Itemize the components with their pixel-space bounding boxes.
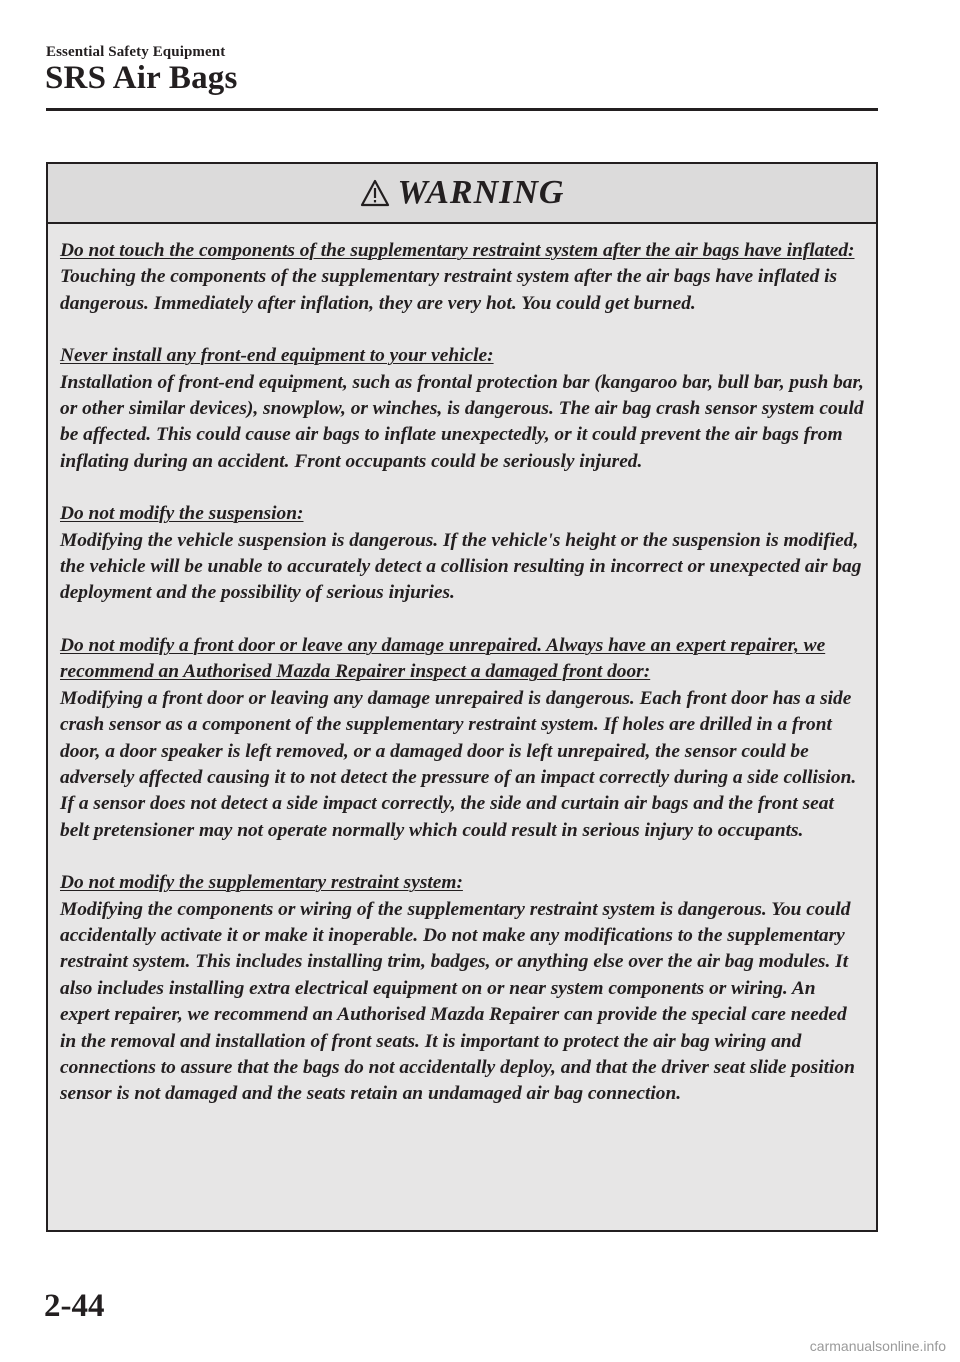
warning-item-heading: Do not modify the supplementary restraint system: bbox=[60, 872, 463, 894]
warning-item-text: Touching the components of the supplementary restraint system after the air bags have inflated is dangerous. Immediately after inflation, they are very hot. You could get burned. bbox=[60, 266, 838, 314]
warning-item-text: Modifying the components or wiring of the supplementary restraint system is dangerous. You could accidentally activate it or make it inoperable. Do not make any modifications to the supplementary restraint system. This includes installing trim, badges, or anything else over the air bag modules. It also includes installing extra electrical equipment on or near system components or wiring. An expert repairer, we recommend an Authorised Mazda Repairer can provide the special care needed in the removal and installation of front seats. It is important to protect the air bag wiring and connections to assure that the bags do not accidentally deploy, and that the driver seat slide position sensor is not damaged and the seats retain an undamaged air bag connection. bbox=[60, 898, 855, 1105]
warning-item-heading: Do not modify a front door or leave any damage unrepaired. Always have an expert repairer, we recommend an Authorised Mazda Repairer inspect a damaged front door: bbox=[60, 634, 826, 683]
warning-item-text: Modifying the vehicle suspension is dangerous. If the vehicle's height or the suspension is modified, the vehicle will be unable to accurately detect a collision resulting in incorrect or unexpected air bag deployment and the possibility of serious injuries. bbox=[60, 529, 862, 604]
warning-item bbox=[60, 343, 866, 475]
warning-item-heading: Do not modify the suspension: bbox=[60, 503, 304, 525]
warning-title: WARNING bbox=[397, 174, 565, 211]
warning-triangle-icon bbox=[360, 179, 390, 207]
warning-header bbox=[48, 164, 876, 224]
warning-item-heading: Do not touch the components of the supplementary restraint system after the air bags have inflated: bbox=[60, 240, 855, 261]
warning-item bbox=[60, 633, 866, 844]
warning-item bbox=[60, 870, 866, 1108]
warning-item-text: Modifying a front door or leaving any damage unrepaired is dangerous. Each front door has a side crash sensor as a component of the supplementary restraint system. If holes are drilled in a front door, a door speaker is left removed, or a damaged door is left unrepaired, the sensor could be adversely affected causing it to not detect the pressure of an impact correctly during a side collision. If a sensor does not detect a side impact correctly, the side and curtain air bags and the front seat belt pretensioner may not operate normally which could result in serious injury to occupants. bbox=[60, 687, 857, 841]
warning-body bbox=[48, 224, 876, 1108]
warning-item bbox=[60, 501, 866, 607]
warning-item-text: Installation of front-end equipment, such as frontal protection bar (kangaroo bar, bull bar, push bar, or other similar devices), snowplow, or winches, is dangerous. The air bag crash sensor system could be affected. This could cause air bags to inflate unexpectedly, or it could prevent the air bags from inflating during an accident. Front occupants could be seriously injured. bbox=[60, 371, 864, 472]
warning-item-heading: Never install any front-end equipment to your vehicle: bbox=[60, 345, 494, 367]
watermark: carmanualsonline.info bbox=[809, 1338, 946, 1354]
section-label: Essential Safety Equipment bbox=[46, 44, 226, 60]
title-rule bbox=[46, 108, 878, 111]
warning-box bbox=[46, 162, 878, 1232]
page-title: SRS Air Bags bbox=[45, 60, 238, 96]
warning-item bbox=[60, 238, 866, 317]
page-number: 2-44 bbox=[44, 1288, 105, 1324]
